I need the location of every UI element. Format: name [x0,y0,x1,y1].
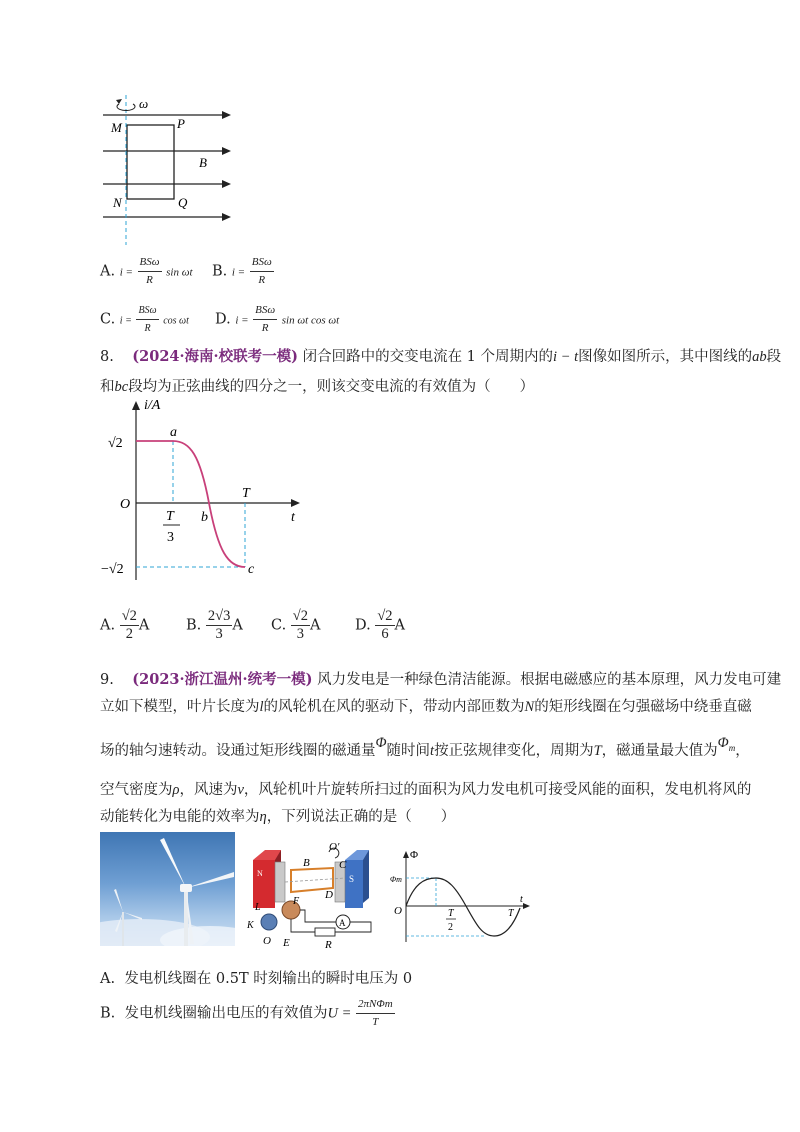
q9-line3: 场的轴匀速转动。设通过矩形线圈的磁通量Φ随时间t按正弦规律变化，周期为T，磁通量最大值为$\Phi^m$， [100,735,750,759]
q8-xlabel: t [291,510,295,525]
q8-T3-num: T [166,509,174,524]
q9-option-a[interactable]: A. 发电机线圈在 0.5T 时刻输出的瞬时电压为 0 [100,971,413,987]
q8-point-b: b [201,510,208,525]
flux-sine-curve [406,878,520,936]
ammeter-label: A [339,918,346,928]
gen-label-L: L [255,902,261,913]
gen-label-E: E [283,937,290,949]
q8-ylabel: i/A [144,398,161,413]
q8-current-graph [100,395,320,595]
q9-line4: 空气密度为ρ，风速为v，风轮机叶片旋转所扫过的面积为风力发电机可接受风能的面积，发电机将风的 [100,782,752,798]
q8-option-b[interactable]: B. $\frac{2√3}{3}$ A [186,608,243,642]
label-B: B [199,155,207,170]
flux-max-label: Φm [390,875,402,884]
q7-option-c[interactable]: C. i = $\frac{\text{BSω}}{R}$ cos ωt [100,302,189,337]
q9-line1: 9. (2023·浙江温州·统考一模) 风力发电是一种绿色清洁能源。根据电磁感应的基本原理，风力发电可建 [100,671,782,688]
q9-line2: 立如下模型，叶片长度为l的风轮机在风的驱动下，带动内部匝数为N的矩形线圈在匀强磁场中绕垂直磁 [100,699,752,715]
label-P: P [177,116,185,131]
q9-source: (2023·浙江温州·统考一模) [132,671,313,688]
flux-xlabel: t [520,894,523,905]
gen-label-O: O [263,935,271,947]
q8-line2: 和bc段均为正弦曲线的四分之一，则该交变电流的有效值为（ ） [100,379,535,395]
omega-label: ω [139,96,149,111]
q8-neg-value: −√2 [101,562,124,577]
label-M: M [111,120,122,135]
magnet-N-label: N [257,869,263,878]
generator-schematic [245,840,385,952]
q7-option-d[interactable]: D. i = $\frac{\text{BSω}}{R}$ sin ωt cos ωt [215,304,340,334]
flux-T: T [508,908,514,919]
q8-option-a[interactable]: A. $\frac{√2}{2}$ A [100,608,150,642]
flux-time-graph [390,848,530,948]
rotating-loop-figure [95,95,240,245]
q8-point-c: c [248,562,255,577]
q8-origin: O [120,497,131,512]
flux-origin: O [394,905,402,917]
q8-T3-den: 3 [167,530,174,545]
q8-line1: 8. (2024·海南·校联考一模) 闭合回路中的交变电流在 1 个周期内的i − t图像如图所示，其中图线的ab段 [100,348,782,365]
q7-option-b[interactable]: B. i = $\frac{\text{BSω}}{R}$ [212,256,272,286]
q8-current-curve [136,441,245,567]
gen-label-D: D [325,889,333,901]
q8-T: T [242,486,250,501]
magnet-S-label: S [349,874,355,884]
gen-label-K: K [247,920,254,931]
q7-option-a[interactable]: A. i = $\frac{\text{BSω}}{R}$ sin ωt [100,256,193,286]
q8-option-c[interactable]: C. $\frac{√2}{3}$ A [271,608,321,642]
gen-label-R: R [325,939,332,951]
q8-point-a: a [170,425,177,440]
q9-line5: 动能转化为电能的效率为η，下列说法正确的是（ ） [100,809,456,825]
q8-pos-value: √2 [108,436,123,451]
label-N: N [113,195,122,210]
gen-label-Oprime: O′ [329,841,340,853]
gen-label-B: B [303,857,310,869]
gen-label-F: F [293,896,300,907]
q8-option-d[interactable]: D. $\frac{√2}{6}$ A [355,608,406,642]
label-Q: Q [178,195,188,210]
q8-source: (2024·海南·校联考一模) [132,348,298,365]
flux-ylabel: Φ [410,849,419,861]
wind-turbine-photo [100,832,235,946]
q9-option-b[interactable]: B. 发电机线圈输出电压的有效值为U = $\frac{\text{2πNΦm}}{T}$ [100,998,393,1028]
gen-label-C: C [339,859,347,871]
flux-half-den: 2 [448,922,453,933]
flux-half-num: T [448,908,454,919]
